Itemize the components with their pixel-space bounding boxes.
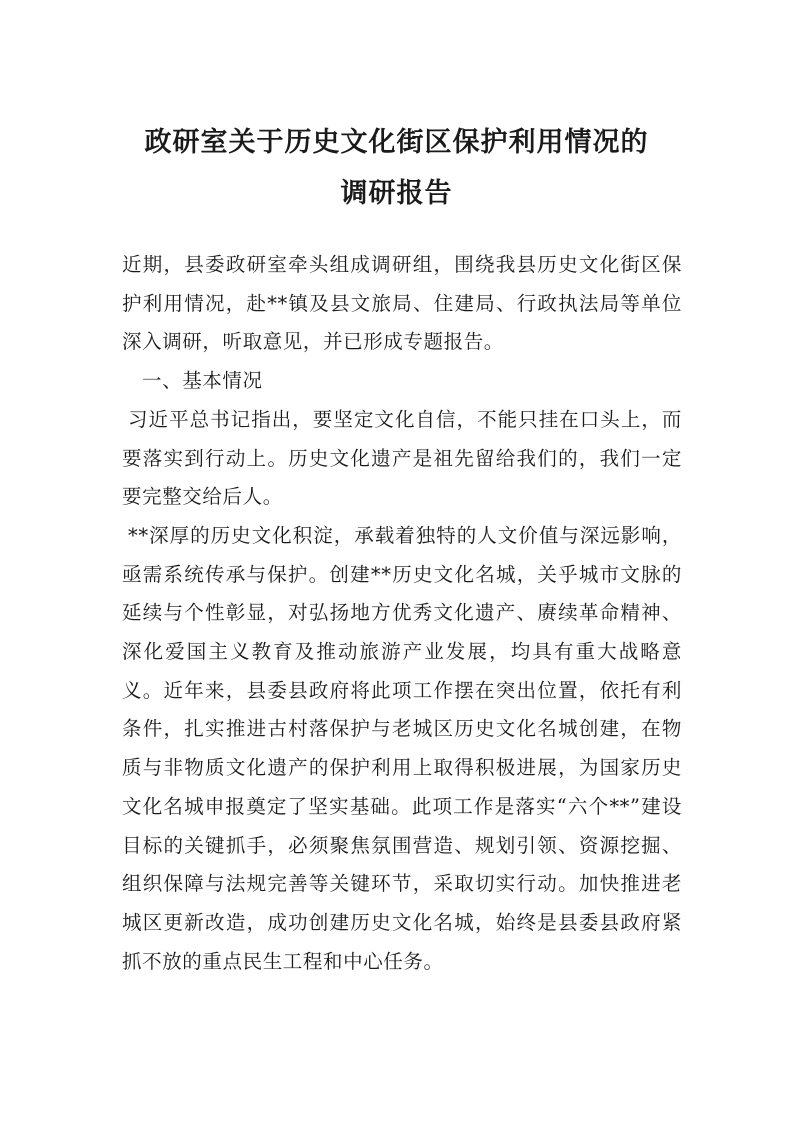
document-body — [122, 246, 682, 981]
main-paragraph: **深厚的历史文化积淀，承载着独特的人文价值与深远影响，亟需系统传承与保护。创建**历史文化名城，关乎城市文脉的延续与个性彰显，对弘扬地方优秀文化遗产、赓续革命精神、深化爱国主义教育及推动旅游产业发展，均具有重大战略意义。近年来，县委县政府将此项工作摆在突出位置，依托有利条件，扎实推进古村落保护与老城区历史文化名城创建，在物质与非物质文化遗产的保护利用上取得积极进展，为国家历史文化名城申报奠定了坚实基础。此项工作是落实“六个**”建设目标的关键抓手，必须聚焦氛围营造、规划引领、资源挖掘、组织保障与法规完善等关键环节，采取切实行动。加快推进老城区更新改造，成功创建历史文化名城，始终是县委县政府紧抓不放的重点民生工程和中心任务。 — [122, 523, 682, 973]
quote-paragraph: 习近平总书记指出，要坚定文化自信，不能只挂在口头上，而要落实到行动上。历史文化遗产是祖先留给我们的，我们一定要完整交给后人。 — [122, 407, 682, 509]
document-title-line-1: 政研室关于历史文化街区保护利用情况的 — [144, 127, 649, 158]
section-heading-basic-situation: 一、基本情况 — [142, 369, 263, 393]
document-title-line-2: 调研报告 — [340, 178, 453, 209]
intro-paragraph: 近期，县委政研室牵头组成调研组，围绕我县历史文化街区保护利用情况，赴**镇及县文旅局、住建局、行政执法局等单位深入调研，听取意见，并已形成专题报告。 — [122, 253, 682, 354]
